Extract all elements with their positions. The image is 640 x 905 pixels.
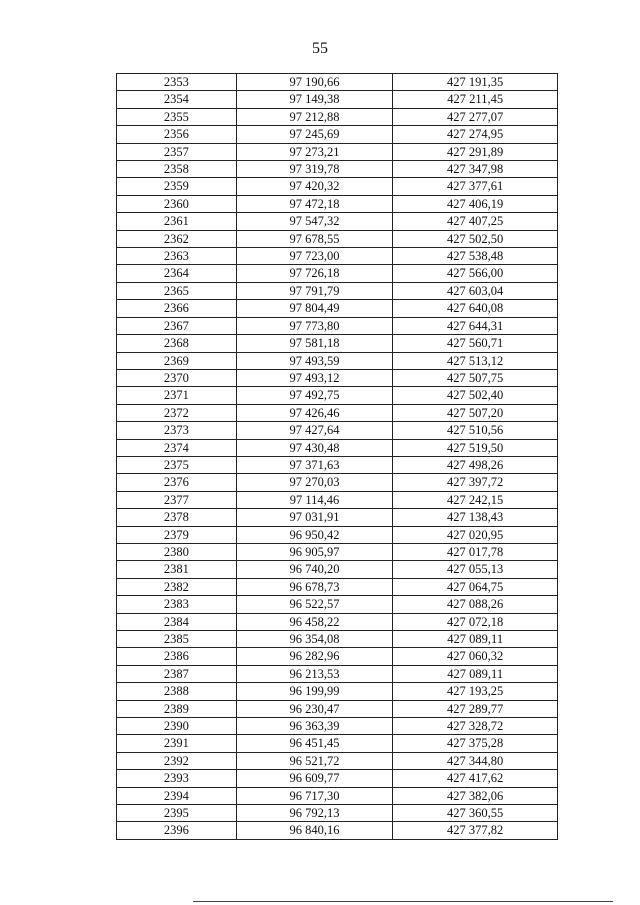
y-coordinate-cell: 427 055,13 [393,561,558,578]
x-coordinate-cell: 96 213,53 [236,665,393,682]
point-number-cell: 2382 [117,578,237,595]
point-number-cell: 2396 [117,822,237,839]
table-row [117,613,558,630]
table-row [117,126,558,143]
table-row [117,509,558,526]
table-row [117,683,558,700]
table-row [117,543,558,560]
coordinates-table-body [117,74,558,840]
x-coordinate-cell: 97 726,18 [236,265,393,282]
point-number-cell: 2368 [117,335,237,352]
table-row [117,665,558,682]
point-number-cell: 2392 [117,752,237,769]
point-number-cell: 2358 [117,161,237,178]
y-coordinate-cell: 427 397,72 [393,474,558,491]
y-coordinate-cell: 427 566,00 [393,265,558,282]
y-coordinate-cell: 427 507,20 [393,404,558,421]
table-row [117,561,558,578]
y-coordinate-cell: 427 513,12 [393,352,558,369]
point-number-cell: 2366 [117,300,237,317]
footer-rule [193,901,613,902]
point-number-cell: 2387 [117,665,237,682]
table-row [117,335,558,352]
table-row [117,352,558,369]
y-coordinate-cell: 427 328,72 [393,718,558,735]
x-coordinate-cell: 97 190,66 [236,74,393,91]
x-coordinate-cell: 97 371,63 [236,456,393,473]
table-row [117,161,558,178]
y-coordinate-cell: 427 193,25 [393,683,558,700]
x-coordinate-cell: 96 905,97 [236,543,393,560]
point-number-cell: 2356 [117,126,237,143]
table-row [117,178,558,195]
y-coordinate-cell: 427 498,26 [393,456,558,473]
table-row [117,387,558,404]
y-coordinate-cell: 427 510,56 [393,422,558,439]
table-row [117,770,558,787]
table-row [117,787,558,804]
y-coordinate-cell: 427 089,11 [393,631,558,648]
point-number-cell: 2365 [117,282,237,299]
x-coordinate-cell: 96 717,30 [236,787,393,804]
y-coordinate-cell: 427 375,28 [393,735,558,752]
table-row [117,456,558,473]
table-row [117,195,558,212]
table-row [117,91,558,108]
table-row [117,822,558,839]
y-coordinate-cell: 427 377,61 [393,178,558,195]
table-row [117,369,558,386]
table-row [117,474,558,491]
x-coordinate-cell: 96 740,20 [236,561,393,578]
table-row [117,404,558,421]
y-coordinate-cell: 427 017,78 [393,543,558,560]
point-number-cell: 2378 [117,509,237,526]
x-coordinate-cell: 97 773,80 [236,317,393,334]
y-coordinate-cell: 427 603,04 [393,282,558,299]
table-row [117,805,558,822]
point-number-cell: 2369 [117,352,237,369]
y-coordinate-cell: 427 377,82 [393,822,558,839]
y-coordinate-cell: 427 344,80 [393,752,558,769]
x-coordinate-cell: 96 354,08 [236,631,393,648]
y-coordinate-cell: 427 347,98 [393,161,558,178]
y-coordinate-cell: 427 060,32 [393,648,558,665]
x-coordinate-cell: 96 678,73 [236,578,393,595]
x-coordinate-cell: 97 430,48 [236,439,393,456]
x-coordinate-cell: 97 581,18 [236,335,393,352]
table-row [117,282,558,299]
x-coordinate-cell: 97 804,49 [236,300,393,317]
x-coordinate-cell: 97 149,38 [236,91,393,108]
table-row [117,422,558,439]
point-number-cell: 2367 [117,317,237,334]
point-number-cell: 2355 [117,108,237,125]
table-row [117,752,558,769]
x-coordinate-cell: 97 678,55 [236,230,393,247]
x-coordinate-cell: 96 792,13 [236,805,393,822]
x-coordinate-cell: 97 319,78 [236,161,393,178]
table-row [117,213,558,230]
x-coordinate-cell: 97 492,75 [236,387,393,404]
point-number-cell: 2362 [117,230,237,247]
y-coordinate-cell: 427 644,31 [393,317,558,334]
table-row [117,526,558,543]
point-number-cell: 2371 [117,387,237,404]
x-coordinate-cell: 96 199,99 [236,683,393,700]
y-coordinate-cell: 427 211,45 [393,91,558,108]
point-number-cell: 2370 [117,369,237,386]
table-row [117,718,558,735]
point-number-cell: 2395 [117,805,237,822]
y-coordinate-cell: 427 502,50 [393,230,558,247]
point-number-cell: 2360 [117,195,237,212]
y-coordinate-cell: 427 277,07 [393,108,558,125]
point-number-cell: 2385 [117,631,237,648]
x-coordinate-cell: 97 114,46 [236,491,393,508]
y-coordinate-cell: 427 289,77 [393,700,558,717]
point-number-cell: 2363 [117,248,237,265]
y-coordinate-cell: 427 064,75 [393,578,558,595]
page-number: 55 [312,40,328,57]
point-number-cell: 2388 [117,683,237,700]
point-number-cell: 2379 [117,526,237,543]
y-coordinate-cell: 427 519,50 [393,439,558,456]
x-coordinate-cell: 97 420,32 [236,178,393,195]
y-coordinate-cell: 427 507,75 [393,369,558,386]
x-coordinate-cell: 96 840,16 [236,822,393,839]
point-number-cell: 2372 [117,404,237,421]
point-number-cell: 2381 [117,561,237,578]
x-coordinate-cell: 97 427,64 [236,422,393,439]
point-number-cell: 2361 [117,213,237,230]
x-coordinate-cell: 97 723,00 [236,248,393,265]
point-number-cell: 2384 [117,613,237,630]
coordinates-table [116,73,558,840]
y-coordinate-cell: 427 360,55 [393,805,558,822]
point-number-cell: 2373 [117,422,237,439]
x-coordinate-cell: 96 521,72 [236,752,393,769]
x-coordinate-cell: 96 451,45 [236,735,393,752]
table-row [117,265,558,282]
table-row [117,143,558,160]
point-number-cell: 2377 [117,491,237,508]
table-row [117,631,558,648]
table-row [117,300,558,317]
table-row [117,648,558,665]
table-row [117,74,558,91]
x-coordinate-cell: 96 230,47 [236,700,393,717]
point-number-cell: 2394 [117,787,237,804]
point-number-cell: 2375 [117,456,237,473]
point-number-cell: 2359 [117,178,237,195]
table-row [117,700,558,717]
point-number-cell: 2374 [117,439,237,456]
table-row [117,248,558,265]
y-coordinate-cell: 427 406,19 [393,195,558,212]
x-coordinate-cell: 97 031,91 [236,509,393,526]
x-coordinate-cell: 97 212,88 [236,108,393,125]
point-number-cell: 2380 [117,543,237,560]
y-coordinate-cell: 427 020,95 [393,526,558,543]
table-row [117,735,558,752]
y-coordinate-cell: 427 382,06 [393,787,558,804]
y-coordinate-cell: 427 417,62 [393,770,558,787]
point-number-cell: 2354 [117,91,237,108]
y-coordinate-cell: 427 407,25 [393,213,558,230]
table-row [117,578,558,595]
y-coordinate-cell: 427 072,18 [393,613,558,630]
point-number-cell: 2357 [117,143,237,160]
point-number-cell: 2390 [117,718,237,735]
x-coordinate-cell: 97 273,21 [236,143,393,160]
x-coordinate-cell: 97 791,79 [236,282,393,299]
y-coordinate-cell: 427 502,40 [393,387,558,404]
point-number-cell: 2386 [117,648,237,665]
point-number-cell: 2353 [117,74,237,91]
table-row [117,491,558,508]
y-coordinate-cell: 427 560,71 [393,335,558,352]
table-row [117,596,558,613]
y-coordinate-cell: 427 242,15 [393,491,558,508]
point-number-cell: 2376 [117,474,237,491]
x-coordinate-cell: 97 426,46 [236,404,393,421]
y-coordinate-cell: 427 274,95 [393,126,558,143]
x-coordinate-cell: 96 458,22 [236,613,393,630]
x-coordinate-cell: 96 522,57 [236,596,393,613]
point-number-cell: 2383 [117,596,237,613]
x-coordinate-cell: 97 493,12 [236,369,393,386]
point-number-cell: 2391 [117,735,237,752]
x-coordinate-cell: 97 245,69 [236,126,393,143]
x-coordinate-cell: 97 472,18 [236,195,393,212]
y-coordinate-cell: 427 138,43 [393,509,558,526]
point-number-cell: 2389 [117,700,237,717]
table-row [117,439,558,456]
y-coordinate-cell: 427 538,48 [393,248,558,265]
y-coordinate-cell: 427 088,26 [393,596,558,613]
x-coordinate-cell: 97 547,32 [236,213,393,230]
y-coordinate-cell: 427 291,89 [393,143,558,160]
y-coordinate-cell: 427 191,35 [393,74,558,91]
point-number-cell: 2393 [117,770,237,787]
x-coordinate-cell: 96 282,96 [236,648,393,665]
y-coordinate-cell: 427 089,11 [393,665,558,682]
x-coordinate-cell: 97 270,03 [236,474,393,491]
table-row [117,108,558,125]
x-coordinate-cell: 96 609,77 [236,770,393,787]
y-coordinate-cell: 427 640,08 [393,300,558,317]
point-number-cell: 2364 [117,265,237,282]
table-row [117,317,558,334]
x-coordinate-cell: 96 363,39 [236,718,393,735]
x-coordinate-cell: 97 493,59 [236,352,393,369]
x-coordinate-cell: 96 950,42 [236,526,393,543]
table-row [117,230,558,247]
